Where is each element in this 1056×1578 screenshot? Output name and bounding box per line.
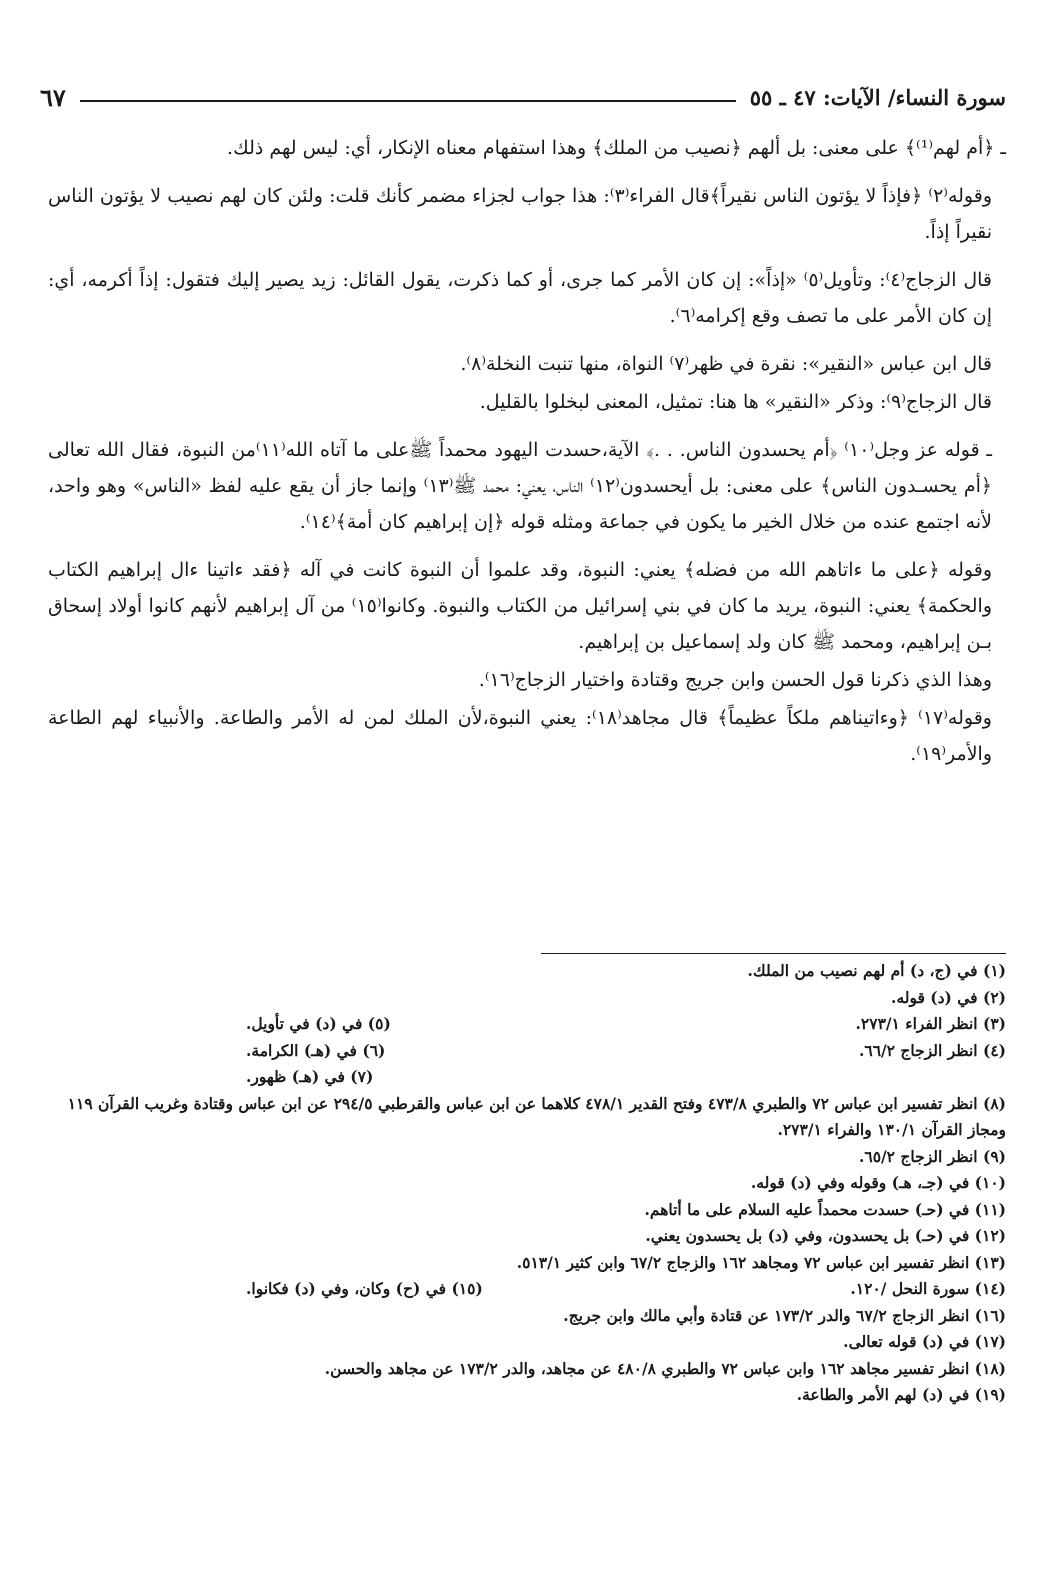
footnote: (١١) في (حـ) حسدت محمداً عليه السلام على ما أتاهم. xyxy=(644,1199,1006,1219)
header-rule xyxy=(80,100,736,102)
footnote: (١٣) انظر تفسير ابن عباس ٧٢ ومجاهد ١٦٢ والزجاج ٦٧/٢ وابن كثير ٥١٣/١. xyxy=(516,1252,1006,1272)
footnote: (١٠) في (جـ، هـ) وقوله وفي (د) قوله. xyxy=(750,1173,1006,1192)
footnote: (٥) في (د) في تأويل. xyxy=(246,1014,391,1033)
running-header xyxy=(40,82,1006,112)
footnote-row xyxy=(56,1276,1006,1303)
footnote: (١٦) انظر الزجاج ٦٧/٢ والدر ١٧٣/٢ عن قتادة وأبي مالك وابن جريج. xyxy=(563,1305,1006,1325)
paragraph: وقوله⁽٢⁾ ﴿فإذاً لا يؤتون الناس نقيراً﴾قال الفراء⁽٣⁾: هذا جواب لجزاء مضمر كأنك قلت: ولئن كان لهم نصيب لا يؤتون الناس نقيراً إذاً. xyxy=(48,185,992,243)
paragraph: وهذا الذي ذكرنا قول الحسن وابن جريج وقتادة واختيار الزجاج⁽١٦⁾. xyxy=(478,669,992,691)
footnote: (٢) في (د) قوله. xyxy=(891,987,1006,1007)
footnote-row xyxy=(56,1011,1006,1038)
footnote: (١٢) في (حـ) بل يحسدون، وفي (د) بل يحسدون يعني. xyxy=(645,1226,1006,1245)
paragraph: ـ ﴿أم لهم⁽¹⁾﴾ على معنى: بل ألهم ﴿نصيب من الملك﴾ وهذا استفهام معناه الإنكار، أي: ليس لهم ذلك. xyxy=(227,137,1006,159)
footnote-separator xyxy=(541,953,1006,954)
main-text xyxy=(48,130,1006,784)
page-number: ٦٧ xyxy=(40,82,66,112)
footnote: (٤) انظر الزجاج ٦٦/٢. xyxy=(858,1040,1006,1060)
footnote: (١٧) في (د) قوله تعالى. xyxy=(843,1332,1006,1351)
footnote: (١٨) انظر تفسير مجاهد ١٦٢ وابن عباس ٧٢ والطبري ٤٨٠/٨ عن مجاهد، والدر ١٧٣/٢ عن مجاهد والحسن. xyxy=(324,1358,1006,1378)
footnote: (١٥) في (ح) وكان، وفي (د) فكانوا. xyxy=(246,1279,483,1298)
footnote: (١٤) سورة النحل /١٢٠. xyxy=(850,1279,1006,1298)
paragraph: وقوله⁽١٧⁾ ﴿وءاتيناهم ملكاً عظيماً﴾ قال مجاهد⁽١٨⁾: يعني النبوة،لأن الملك لمن له الأمر والطاعة. والأنبياء لهم الطاعة والأمر⁽١٩⁾. xyxy=(48,707,992,765)
footnote: (١٩) في (د) لهم الأمر والطاعة. xyxy=(796,1385,1006,1404)
footnotes xyxy=(56,958,1006,1409)
footnote: (٣) انظر الفراء ٢٧٣/١. xyxy=(855,1014,1006,1033)
footnote: (٦) في (هـ) الكرامة. xyxy=(246,1040,386,1060)
paragraph: قال الزجاج⁽٩⁾: وذكر «النقير» ها هنا: تمثيل، المعنى لبخلوا بالقليل. xyxy=(479,391,992,413)
footnote-row xyxy=(56,1064,1006,1091)
footnote: (٧) في (هـ) ظهور. xyxy=(246,1067,374,1086)
paragraph: قال ابن عباس «النقير»: نقرة في ظهر⁽٧⁾ النواة، منها تنبت النخلة⁽٨⁾. xyxy=(460,353,992,375)
footnote: (١) في (ج، د) أم لهم نصيب من الملك. xyxy=(747,961,1006,980)
paragraph: ـ قوله عز وجل⁽١٠⁾ ﴿أم يحسدون الناس. . .﴾ الآية،حسدت اليهود محمداً ﷺعلى ما آتاه الله⁽١١⁾من النبوة، فقال الله تعالى ﴿أم يحسـدون الناس﴾ على معنى: بل أيحسدون⁽١٢⁾ الناس، يعني: محمد ﷺ⁽١٣⁾ وإنما جاز أن يقع عليه لفظ «الناس» وهو واحد، لأنه اجتمع عنده من خلال الخير ما يكون في جماعة ومثله قوله ﴿إن إبراهيم كان أمة﴾⁽١٤⁾. xyxy=(48,439,992,533)
paragraph: قال الزجاج⁽٤⁾: وتأويل⁽٥⁾ «إذاً»: إن كان الأمر كما جرى، أو كما ذكرت، يقول القائل: زيد يصير إليك فتقول: إذاً أكرمه، أي: إن كان الأمر على ما تصف وقع إكرامه⁽٦⁾. xyxy=(48,269,992,327)
paragraph: وقوله ﴿على ما ءاتاهم الله من فضله﴾ يعني: النبوة، وقد علموا أن النبوة كانت في آله ﴿فقد ءاتينا ءال إبراهيم الكتاب والحكمة﴾ يعني: النبوة، يريد ما كان في بني إسرائيل من الكتاب والنبوة. وكانوا⁽١٥⁾ من آل إبراهيم لأنهم كانوا أولاد إسحاق بـن إبراهيم، ومحمد ﷺ كان ولد إسماعيل بن إبراهيم. xyxy=(48,559,992,653)
running-title: سورة النساء/ الآيات: ٤٧ ـ ٥٥ xyxy=(749,84,1006,110)
footnote: (٩) انظر الزجاج ٦٥/٢. xyxy=(858,1146,1006,1166)
footnote: (٨) انظر تفسير ابن عباس ٧٢ والطبري ٤٧٣/٨ وفتح القدير ٤٧٨/١ كلاهما عن ابن عباس والقرطبي ٢٩٤/٥ عن ابن عباس وقتادة وغريب القرآن ١١٩ ومجاز القرآن ١٣٠/١ والفراء ٢٧٣/١. xyxy=(67,1093,1006,1139)
footnote-row xyxy=(56,1038,1006,1065)
